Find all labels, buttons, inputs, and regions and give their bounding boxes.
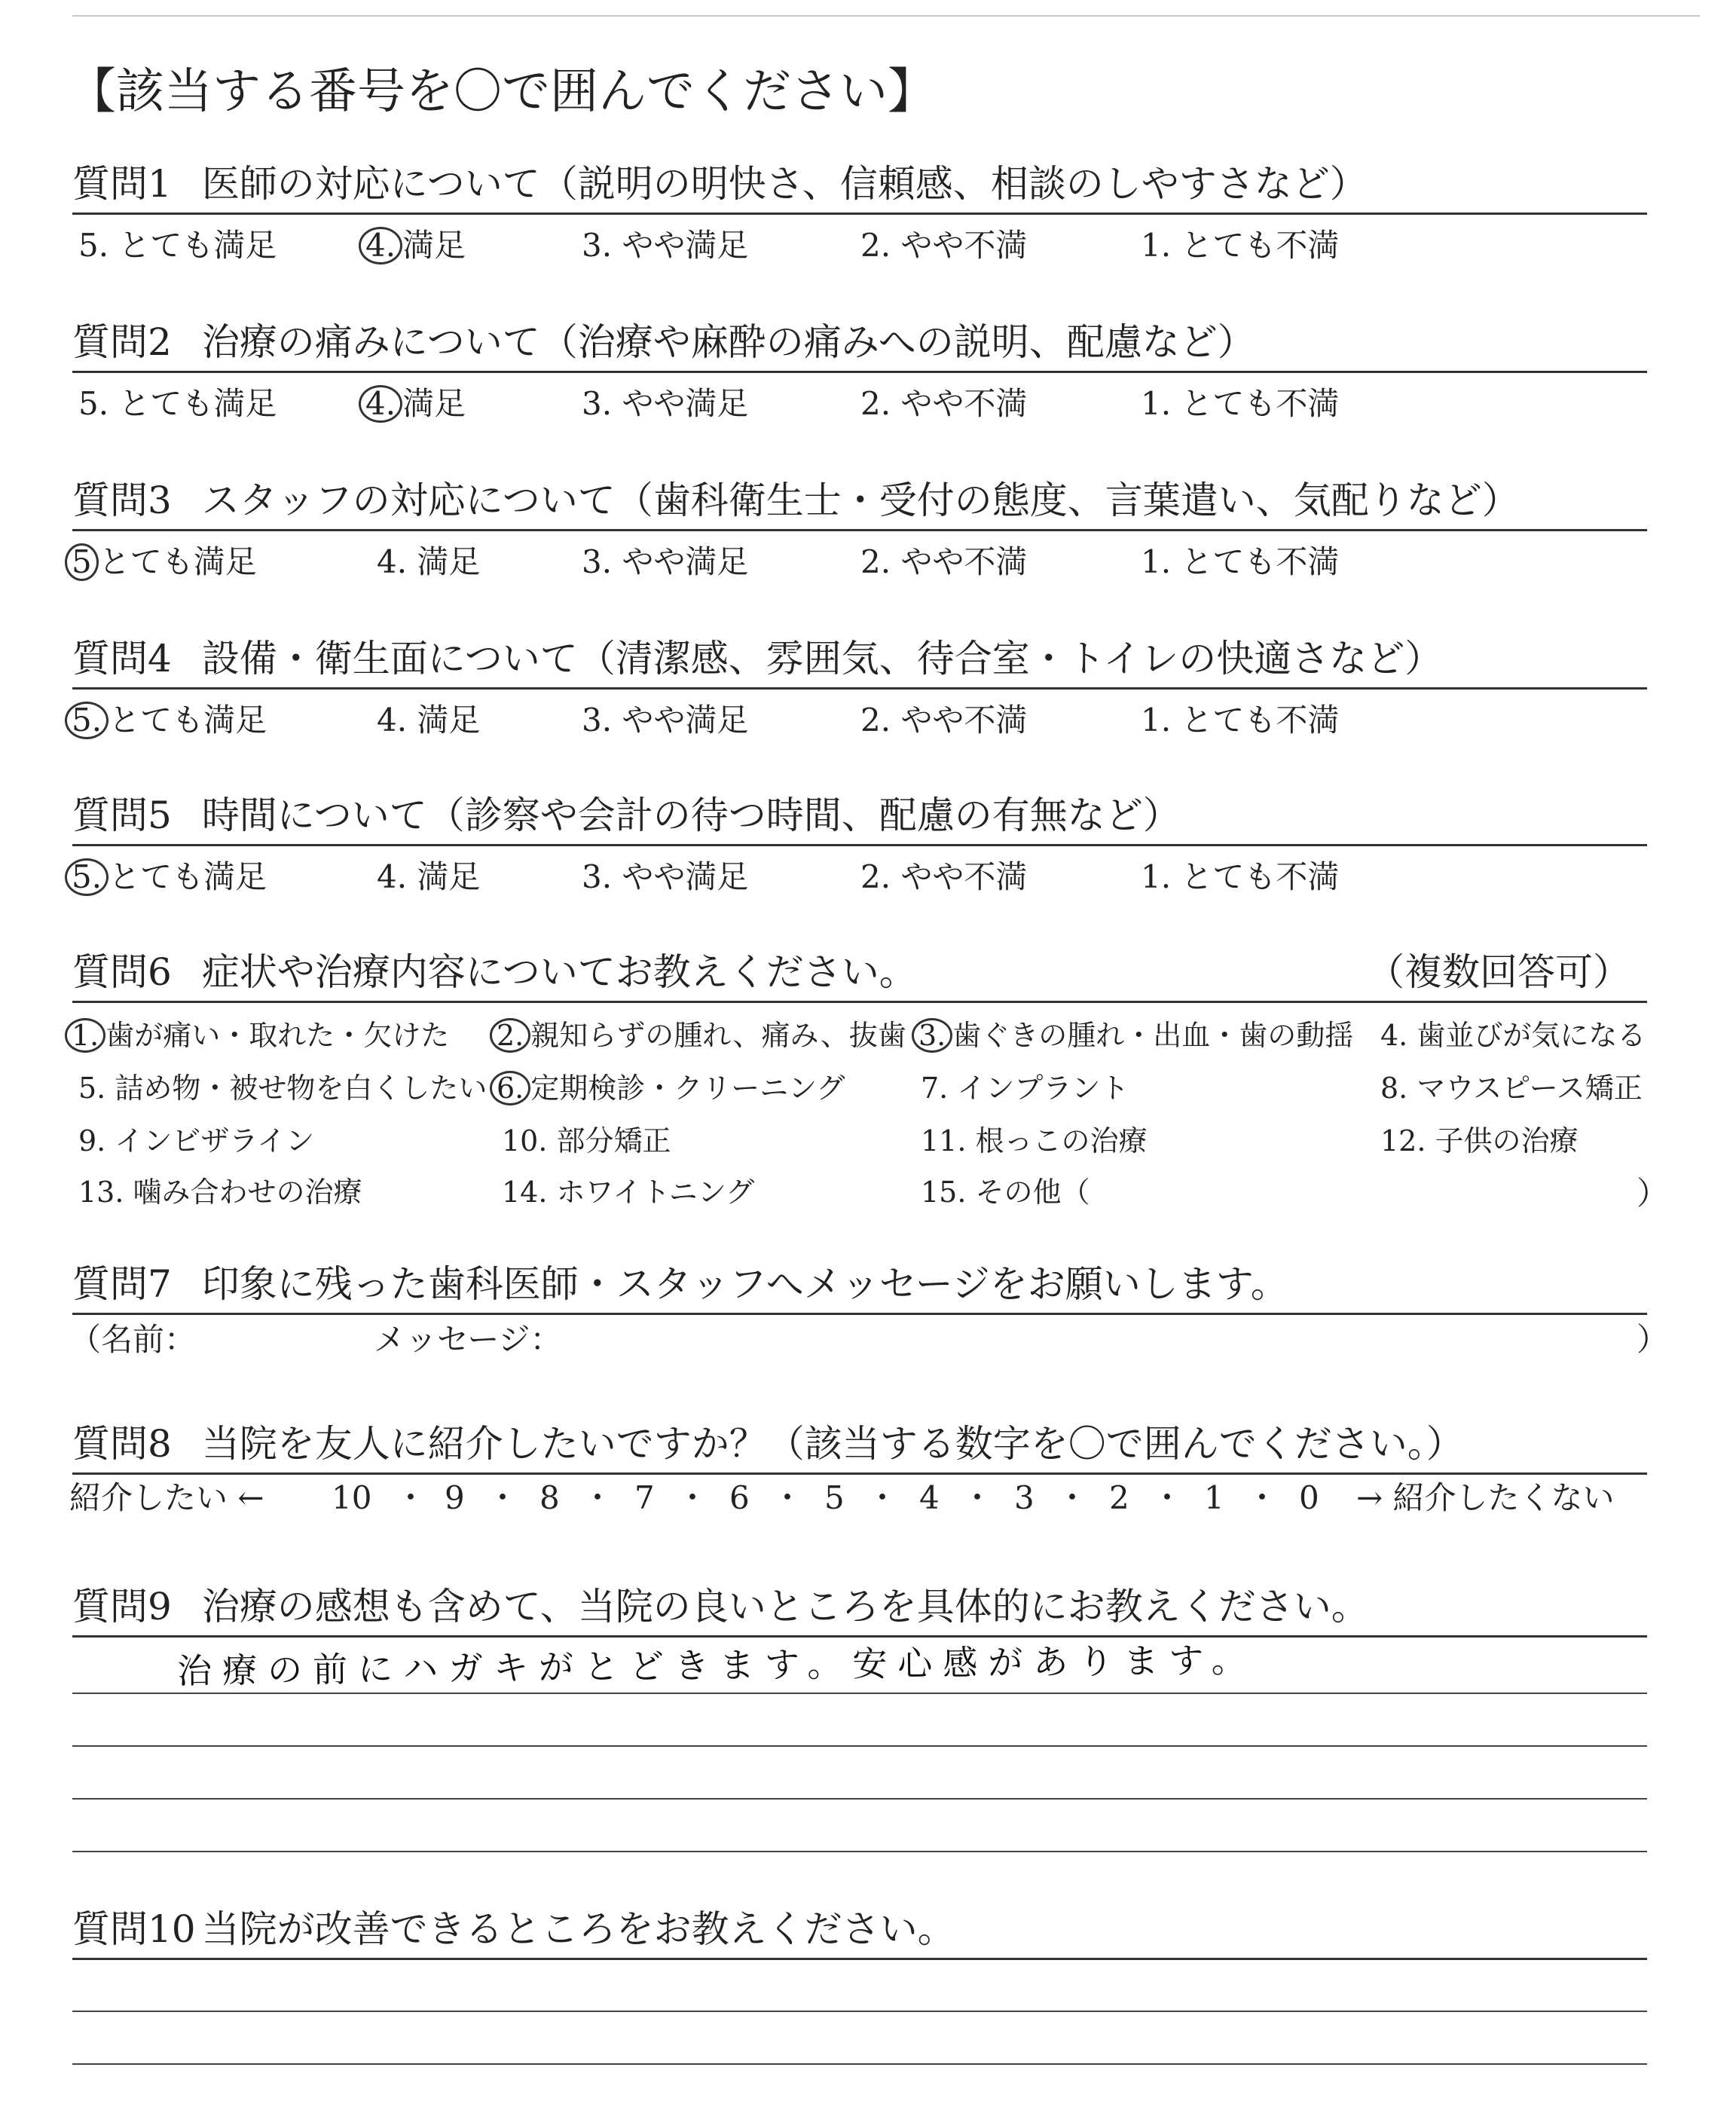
scale-separator: ・ bbox=[1151, 1479, 1184, 1516]
answer-line bbox=[72, 1745, 1647, 1747]
scale-6[interactable]: 6 bbox=[729, 1479, 750, 1516]
question-8-rule bbox=[72, 1472, 1647, 1475]
question-text: 時間について（診察や会計の待つ時間、配慮の有無など） bbox=[201, 794, 1181, 837]
scale-5[interactable]: 5 bbox=[824, 1479, 845, 1516]
question-4-title bbox=[72, 635, 1442, 683]
question-4-rule bbox=[72, 687, 1647, 690]
q4-option-3[interactable]: 3. やや満足 bbox=[582, 702, 749, 738]
answer-line bbox=[72, 2063, 1647, 2065]
question-9-title bbox=[72, 1582, 1369, 1631]
q6-item-14[interactable]: 14. ホワイトニング bbox=[502, 1176, 755, 1209]
q6-item-1[interactable]: 1. 歯が痛い・取れた・欠けた bbox=[72, 1016, 449, 1055]
scale-7[interactable]: 7 bbox=[634, 1479, 655, 1516]
q3-option-5[interactable]: 5 とても満足 bbox=[72, 541, 257, 583]
page-top-rule bbox=[72, 15, 1700, 17]
question-text: 治療の痛みについて（治療や麻酔の痛みへの説明、配慮など） bbox=[201, 320, 1255, 364]
q2-option-3[interactable]: 3. やや満足 bbox=[582, 385, 749, 422]
question-5-title bbox=[72, 791, 1181, 839]
question-2-title bbox=[72, 318, 1255, 366]
scale-separator: ・ bbox=[395, 1479, 427, 1516]
recommend-right-label: → 紹介したくない bbox=[1356, 1479, 1615, 1516]
q6-other-close-paren: ） bbox=[1637, 1175, 1669, 1212]
q6-item-11[interactable]: 11. 根っこの治療 bbox=[921, 1124, 1148, 1157]
q6-item-13[interactable]: 13. 噛み合わせの治療 bbox=[78, 1176, 362, 1209]
q6-item-8[interactable]: 8. マウスピース矯正 bbox=[1380, 1072, 1643, 1105]
q6-item-5[interactable]: 5. 詰め物・被せ物を白くしたい bbox=[78, 1072, 487, 1105]
q6-item-7[interactable]: 7. インプラント bbox=[921, 1072, 1129, 1105]
question-text: 当院が改善できるところをお教えください。 bbox=[201, 1907, 955, 1951]
q3-option-3[interactable]: 3. やや満足 bbox=[582, 543, 749, 580]
q2-option-1[interactable]: 1. とても不満 bbox=[1141, 385, 1340, 422]
q7-close-paren: ） bbox=[1637, 1321, 1669, 1358]
name-label: （名前： bbox=[69, 1321, 197, 1358]
multiple-answer-note: （複数回答可） bbox=[1367, 950, 1631, 994]
question-6-rule bbox=[72, 1001, 1647, 1003]
answer-line bbox=[72, 1693, 1647, 1694]
scale-0[interactable]: 0 bbox=[1299, 1479, 1319, 1516]
scale-separator: ・ bbox=[961, 1479, 994, 1516]
q3-option-4[interactable]: 4. 満足 bbox=[377, 543, 481, 580]
q9-handwritten-answer: 治療の前にハガキがとどきます。安心感があります。 bbox=[176, 1639, 1257, 1692]
q1-option-1[interactable]: 1. とても不満 bbox=[1141, 227, 1340, 264]
scale-1[interactable]: 1 bbox=[1204, 1479, 1224, 1516]
question-1-rule bbox=[72, 213, 1647, 215]
q5-option-4[interactable]: 4. 満足 bbox=[377, 858, 481, 895]
question-9-rule bbox=[72, 1635, 1647, 1638]
recommend-left-label: 紹介したい ← bbox=[69, 1479, 264, 1516]
q6-item-4[interactable]: 4. 歯並びが気になる bbox=[1380, 1019, 1646, 1052]
q4-option-5[interactable]: 5. とても満足 bbox=[72, 699, 267, 742]
question-text: 当院を友人に紹介したいですか？（該当する数字を〇で囲んでください。） bbox=[201, 1422, 1464, 1466]
question-text: 印象に残った歯科医師・スタッフへメッセージをお願いします。 bbox=[201, 1262, 1288, 1306]
q5-option-3[interactable]: 3. やや満足 bbox=[582, 858, 749, 895]
scale-separator: ・ bbox=[1056, 1479, 1089, 1516]
answer-line bbox=[72, 1851, 1647, 1852]
question-number: 質問1 bbox=[72, 162, 172, 206]
question-text: スタッフの対応について（歯科衛生士・受付の態度、言葉遣い、気配りなど） bbox=[201, 479, 1520, 522]
question-8-title bbox=[72, 1420, 1464, 1468]
q6-item-12[interactable]: 12. 子供の治療 bbox=[1380, 1124, 1579, 1157]
scale-separator: ・ bbox=[677, 1479, 709, 1516]
q1-option-3[interactable]: 3. やや満足 bbox=[582, 227, 749, 264]
question-number: 質問3 bbox=[72, 479, 172, 522]
question-number: 質問9 bbox=[72, 1585, 172, 1628]
circled-mark: 5 bbox=[65, 543, 99, 581]
question-number: 質問4 bbox=[72, 637, 172, 680]
question-3-title bbox=[72, 476, 1520, 524]
question-number: 質問10 bbox=[72, 1907, 196, 1951]
q6-item-15[interactable]: 15. その他（ bbox=[921, 1176, 1090, 1209]
circled-mark: 3. bbox=[912, 1018, 952, 1053]
q4-option-2[interactable]: 2. やや不満 bbox=[860, 702, 1028, 738]
question-number: 質問6 bbox=[72, 950, 172, 994]
scale-10[interactable]: 10 bbox=[332, 1479, 372, 1516]
scale-separator: ・ bbox=[1246, 1479, 1279, 1516]
question-7-title bbox=[72, 1260, 1288, 1308]
circled-mark: 5. bbox=[65, 702, 108, 739]
page-heading: 【該当する番号を〇で囲んでください】 bbox=[68, 64, 936, 120]
q6-item-2[interactable]: 2. 親知らずの腫れ、痛み、抜歯 bbox=[497, 1016, 906, 1055]
scale-separator: ・ bbox=[582, 1479, 614, 1516]
question-3-rule bbox=[72, 529, 1647, 531]
scale-separator: ・ bbox=[772, 1479, 804, 1516]
question-10-title bbox=[72, 1905, 955, 1953]
question-number: 質問5 bbox=[72, 794, 172, 837]
scale-8[interactable]: 8 bbox=[539, 1479, 560, 1516]
scale-2[interactable]: 2 bbox=[1109, 1479, 1129, 1516]
q1-option-5[interactable]: 5. とても満足 bbox=[78, 227, 277, 264]
circled-mark: 1. bbox=[65, 1018, 105, 1053]
question-text: 設備・衛生面について（清潔感、雰囲気、待合室・トイレの快適さなど） bbox=[201, 637, 1443, 680]
scale-3[interactable]: 3 bbox=[1014, 1479, 1035, 1516]
q5-option-2[interactable]: 2. やや不満 bbox=[860, 858, 1028, 895]
circled-mark: 5. bbox=[65, 858, 108, 896]
circled-mark: 2. bbox=[490, 1018, 530, 1053]
question-1-title bbox=[72, 160, 1368, 208]
answer-line bbox=[72, 1798, 1647, 1800]
circled-mark: 4. bbox=[359, 227, 402, 265]
q2-option-2[interactable]: 2. やや不満 bbox=[860, 385, 1028, 422]
q6-item-6[interactable]: 6. 定期検診・クリーニング bbox=[497, 1069, 845, 1108]
scale-separator: ・ bbox=[866, 1479, 899, 1516]
q4-option-4[interactable]: 4. 満足 bbox=[377, 702, 481, 738]
q6-item-10[interactable]: 10. 部分矯正 bbox=[502, 1124, 671, 1157]
q6-item-3[interactable]: 3. 歯ぐきの腫れ・出血・歯の動揺 bbox=[919, 1016, 1353, 1055]
question-5-rule bbox=[72, 844, 1647, 846]
scale-9[interactable]: 9 bbox=[445, 1479, 465, 1516]
question-number: 質問8 bbox=[72, 1422, 172, 1466]
q3-option-1[interactable]: 1. とても不満 bbox=[1141, 543, 1340, 580]
answer-line bbox=[72, 2011, 1647, 2012]
q3-option-2[interactable]: 2. やや不満 bbox=[860, 543, 1028, 580]
circled-mark: 6. bbox=[490, 1071, 530, 1105]
q5-option-5[interactable]: 5. とても満足 bbox=[72, 856, 267, 898]
circled-mark: 4. bbox=[359, 385, 402, 423]
question-text: 症状や治療内容についてお教えください。 bbox=[201, 950, 917, 994]
question-text: 治療の感想も含めて、当院の良いところを具体的にお教えください。 bbox=[201, 1585, 1369, 1628]
q2-option-5[interactable]: 5. とても満足 bbox=[78, 385, 277, 422]
message-label: メッセージ： bbox=[374, 1321, 562, 1358]
scale-separator: ・ bbox=[487, 1479, 519, 1516]
question-10-rule bbox=[72, 1958, 1647, 1960]
question-7-rule bbox=[72, 1313, 1647, 1315]
q6-item-9[interactable]: 9. インビザライン bbox=[78, 1124, 315, 1157]
q4-option-1[interactable]: 1. とても不満 bbox=[1141, 702, 1340, 738]
q1-option-2[interactable]: 2. やや不満 bbox=[860, 227, 1028, 264]
question-number: 質問2 bbox=[72, 320, 172, 364]
q2-option-4[interactable]: 4. 満足 bbox=[366, 383, 466, 425]
question-6-title bbox=[72, 948, 917, 996]
q5-option-1[interactable]: 1. とても不満 bbox=[1141, 858, 1340, 895]
question-text: 医師の対応について（説明の明快さ、信頼感、相談のしやすさなど） bbox=[201, 162, 1368, 206]
question-2-rule bbox=[72, 371, 1647, 373]
q1-option-4[interactable]: 4. 満足 bbox=[366, 225, 466, 267]
question-number: 質問7 bbox=[72, 1262, 172, 1306]
scale-4[interactable]: 4 bbox=[919, 1479, 940, 1516]
